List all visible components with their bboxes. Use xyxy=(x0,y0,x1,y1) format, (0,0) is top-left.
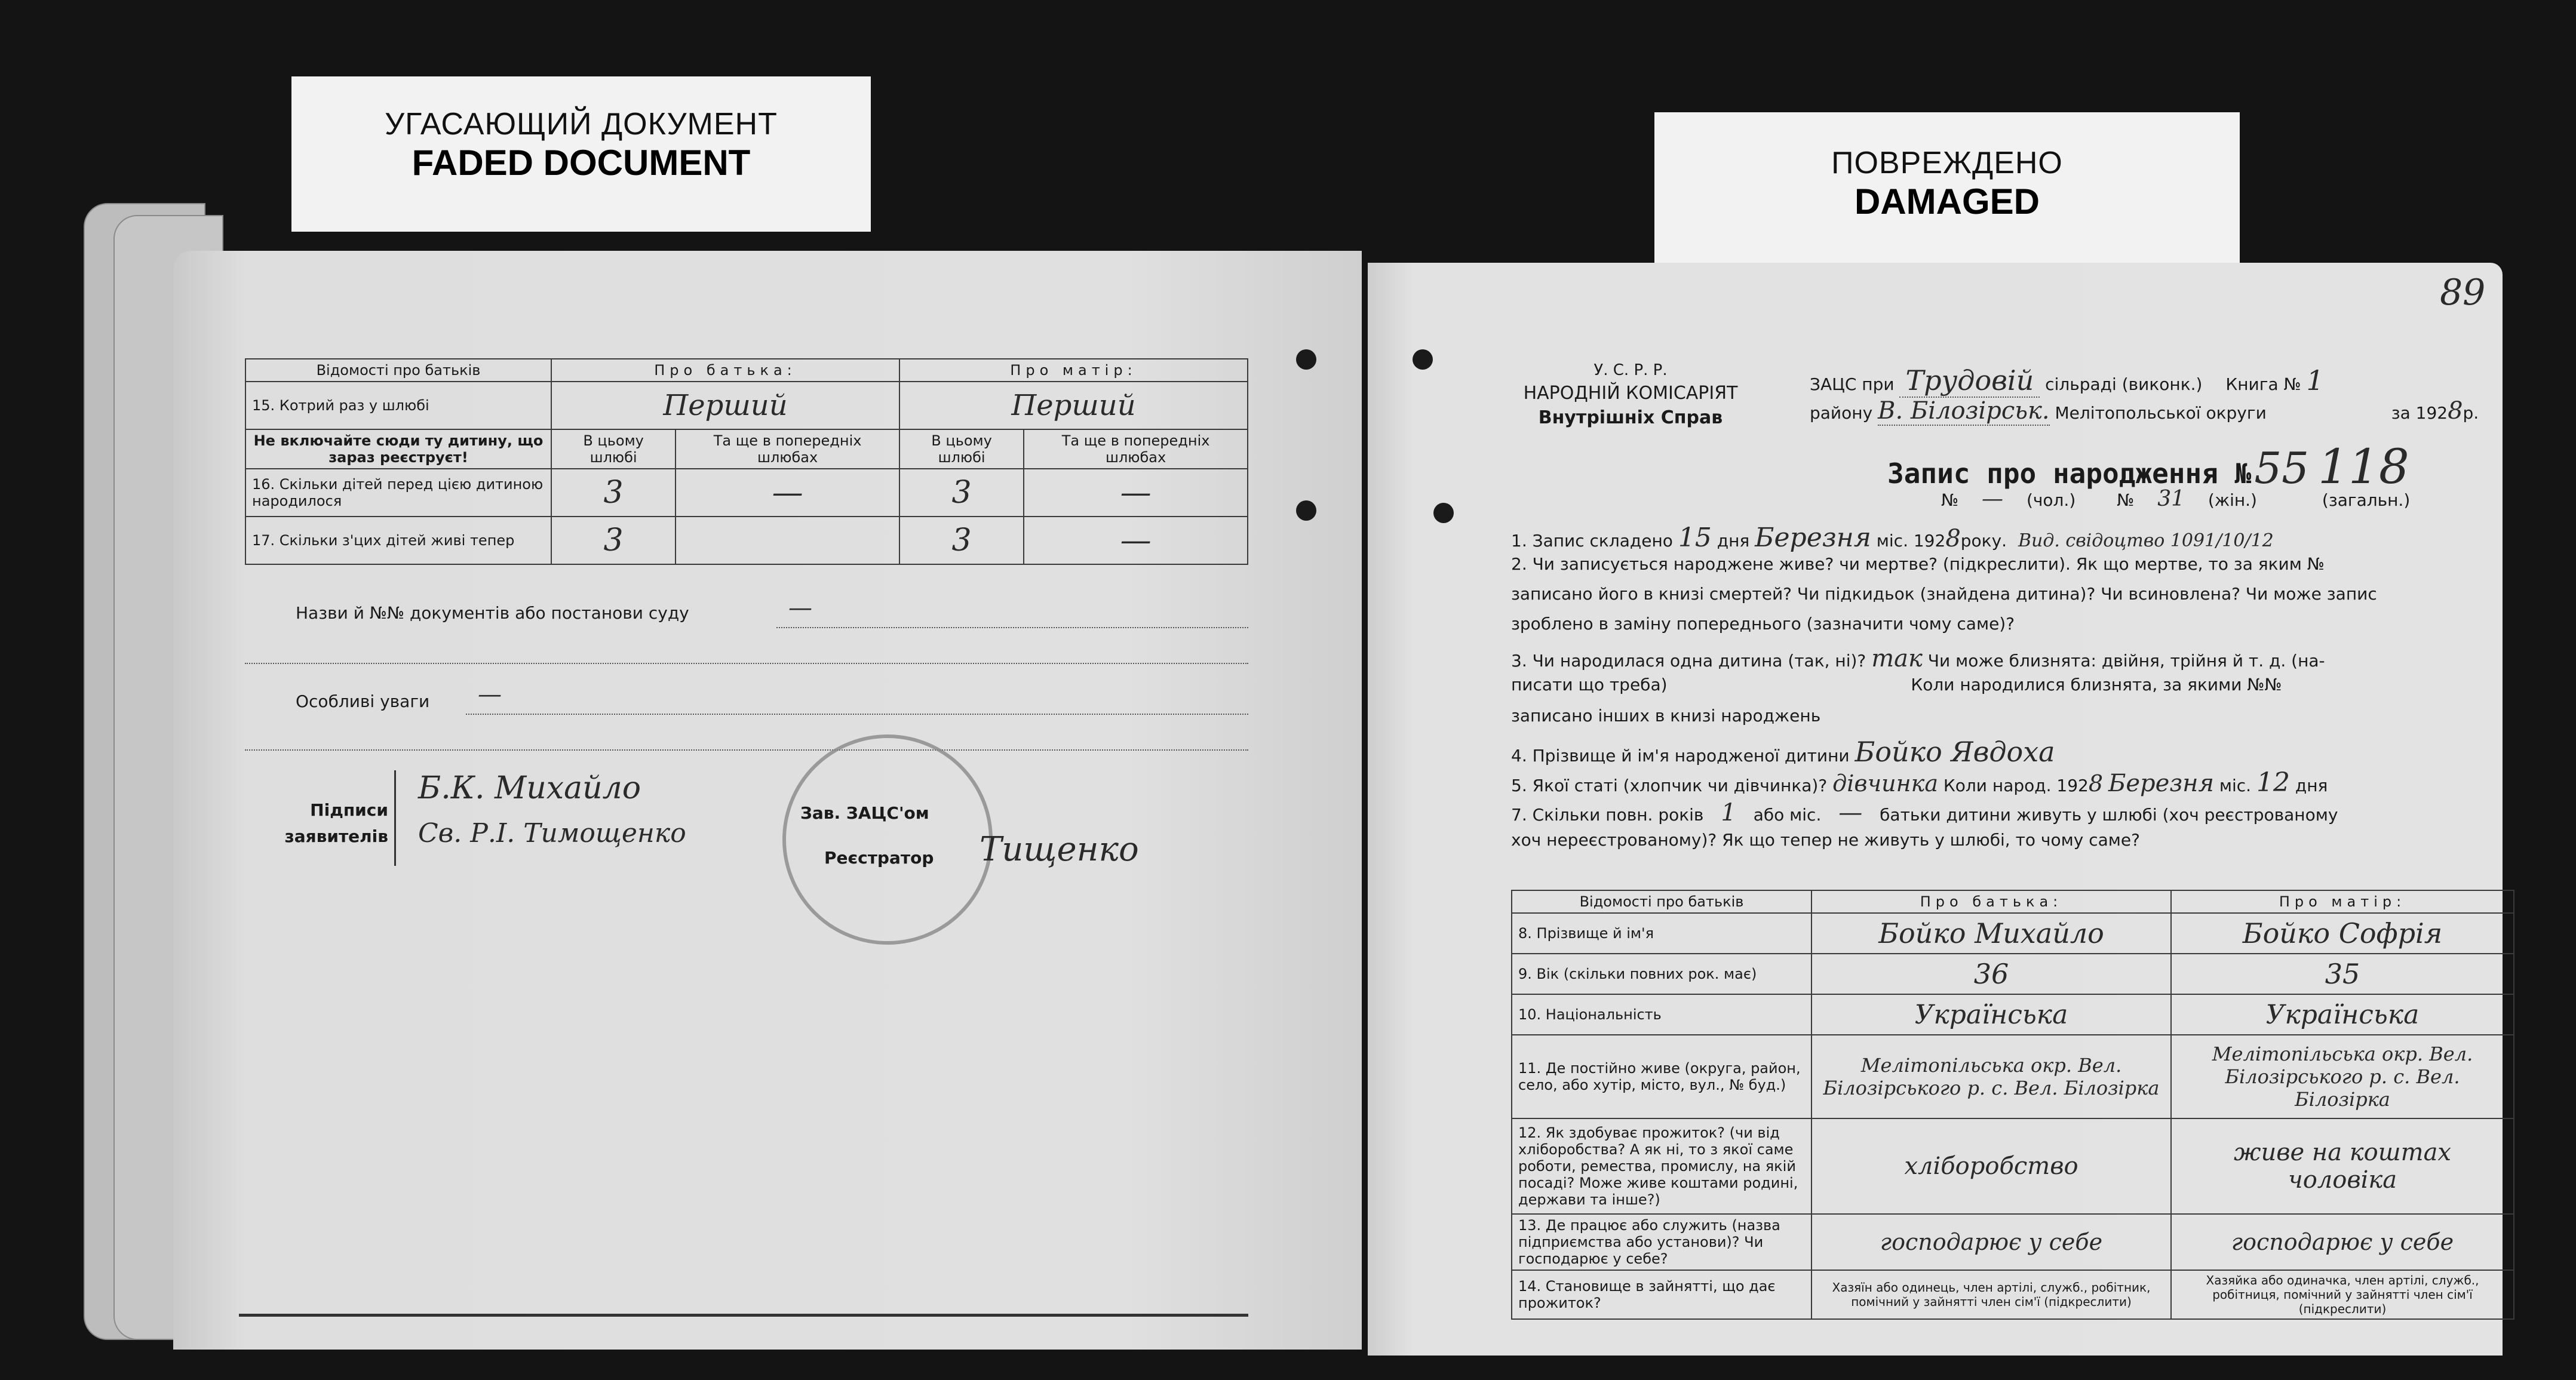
left-table-header-father: Про батька: xyxy=(551,359,899,382)
q1-post: міс. 192 xyxy=(1876,531,1946,551)
left-table-header-mother: Про матір: xyxy=(899,359,1248,382)
right-table-header-info: Відомості про батьків xyxy=(1512,890,1812,913)
village-name: Трудовій xyxy=(1899,364,2040,398)
left-parents-table xyxy=(245,358,1248,565)
internal-affairs-label: Внутрішніх Справ xyxy=(1538,407,1723,428)
row17-mother-prev: — xyxy=(1024,517,1248,564)
record-title: Запис про народження № xyxy=(1887,457,2252,490)
signature-1: Б.К. Михайло xyxy=(418,770,641,806)
row12-father: хліборобство xyxy=(1812,1118,2171,1214)
right-parents-table xyxy=(1511,890,2514,1320)
q5-dnya: дня xyxy=(2295,776,2328,795)
row14-father: Хазяїн або одинець, член артілі, служб., робітник, помічний у зайнятті член сім'ї (підкреслити) xyxy=(1812,1270,2171,1319)
page-number: 89 xyxy=(2440,272,2486,314)
row11-label: 11. Де постійно живе (округа, район, село, або хутір, місто, вул., № буд.) xyxy=(1512,1035,1812,1118)
signature-bracket xyxy=(394,770,408,866)
q1-month: Березня xyxy=(1755,523,1871,553)
row10-mother: Українська xyxy=(2171,994,2514,1035)
docs-value: — xyxy=(788,594,812,622)
binding-hole xyxy=(1296,500,1316,521)
damaged-label-ru: ПОВРЕЖДЕНО xyxy=(1831,146,2063,180)
district-pre: району xyxy=(1810,403,1873,423)
right-table-header-father: Про батька: xyxy=(1812,890,2171,913)
q3d: Коли народилися близнята, за якими №№ xyxy=(1911,675,2282,694)
row15-mother: Перший xyxy=(899,382,1248,429)
q7d-line: хоч нереєстрованому)? Як що тепер не живуть у шлюбі, то чому саме? xyxy=(1511,830,2140,850)
notes-label: Особливі уваги xyxy=(296,691,430,711)
registrar-signature: Тищенко xyxy=(980,830,1139,869)
q1-day: 15 xyxy=(1678,523,1712,553)
row15-note: Не включайте сюди ту дитину, що зараз реєструєт! xyxy=(245,429,551,469)
q1-year: 8 xyxy=(1945,525,1961,552)
row16-mother-prev: — xyxy=(1024,469,1248,517)
registrar-label: Реєстратор xyxy=(824,848,934,868)
row17-mother-this: 3 xyxy=(899,517,1024,564)
row16-mother-this: 3 xyxy=(899,469,1024,517)
q2b-line: записано його в книзі смертей? Чи підкидьок (знайдена дитина)? Чи всиновлена? Чи може запис xyxy=(1511,584,2377,604)
count-line: № — (чол.) № 31 (жін.) (загальн.) xyxy=(1941,487,2411,511)
q3-answer: так xyxy=(1871,645,1923,672)
row14-label: 14. Становище в зайнятті, що дає прожиток? xyxy=(1512,1270,1812,1319)
q5-answer: дівчинка xyxy=(1832,770,1938,797)
damaged-label-en: DAMAGED xyxy=(1855,182,2040,222)
q7-months: — xyxy=(1838,799,1863,826)
year-value: 8 xyxy=(2448,397,2463,425)
notes-line xyxy=(466,714,1248,715)
commissariat-label: НАРОДНІЙ КОМІСАРІЯТ xyxy=(1523,383,1738,404)
faded-label-en: FADED DOCUMENT xyxy=(412,143,751,183)
book-label: Книга № xyxy=(2225,374,2301,394)
q1-pre: 1. Запис складено xyxy=(1511,531,1673,551)
notes-line-2 xyxy=(245,749,1248,751)
usrr-label: У. С. Р. Р. xyxy=(1594,361,1668,379)
faded-document-label xyxy=(291,76,871,232)
sub-mother-prev: Та ще в попередніх шлюбах xyxy=(1024,429,1248,469)
row17-father-this: 3 xyxy=(551,517,676,564)
row12-mother: живе на коштах чоловіка xyxy=(2171,1118,2514,1214)
row16-label: 16. Скільки дітей перед цією дитиною народилося xyxy=(245,469,551,517)
record-number: 55 xyxy=(2254,443,2309,493)
sub-mother-this: В цьому шлюбі xyxy=(899,429,1024,469)
year-post: р. xyxy=(2463,403,2479,423)
official-stamp xyxy=(782,734,993,945)
q1-post2: року. xyxy=(1960,531,2007,551)
q5-mis: міс. xyxy=(2219,776,2252,795)
zagaln-label: (загальн.) xyxy=(2322,490,2411,510)
q4: 4. Прізвище й ім'я народженої дитини xyxy=(1511,746,1850,766)
book-number: 1 xyxy=(2306,364,2324,397)
q5-month: Березня xyxy=(2108,770,2214,797)
docs-label: Назви й №№ документів або постанови суду xyxy=(296,603,689,623)
left-table-header-info: Відомості про батьків xyxy=(245,359,551,382)
row14-mother: Хазяйка або одиначка, член артілі, служб., робітниця, помічний у зайнятті член сім'ї (підкреслити) xyxy=(2171,1270,2514,1319)
row13-mother: господарює у себе xyxy=(2171,1214,2514,1270)
margin-note: Вид. свідоцтво 1091/10/12 xyxy=(2018,530,2274,551)
zags-line xyxy=(1810,364,2324,397)
chol-number: — xyxy=(1982,487,2004,511)
binding-hole xyxy=(1433,503,1454,523)
binding-hole xyxy=(1413,349,1433,370)
q3a-line xyxy=(1511,645,2325,672)
q7b: або міс. xyxy=(1753,805,1822,825)
row13-father: господарює у себе xyxy=(1812,1214,2171,1270)
year-label: за 192 xyxy=(2391,403,2448,423)
sub-father-prev: Та ще в попередніх шлюбах xyxy=(676,429,899,469)
left-bottom-rule xyxy=(239,1314,1248,1317)
zhin-label: (жін.) xyxy=(2207,490,2257,510)
q5b: Коли народ. 192 xyxy=(1943,776,2089,795)
q5: 5. Якої статі (хлопчик чи дівчинка)? xyxy=(1511,776,1828,795)
q3a: 3. Чи народилася одна дитина (так, ні)? xyxy=(1511,651,1866,671)
binding-hole xyxy=(1296,349,1316,370)
row9-mother: 35 xyxy=(2171,954,2514,994)
q7c: батьки дитини живуть у шлюбі (хоч реєстрованому xyxy=(1880,805,2338,825)
row13-label: 13. Де працює або служить (назва підприємства або установи)? Чи господарює у себе? xyxy=(1512,1214,1812,1270)
zhin-number: 31 xyxy=(2157,487,2185,511)
q5-year: 8 xyxy=(2088,770,2104,797)
row15-label: 15. Котрий раз у шлюбі xyxy=(245,382,551,429)
total-number: 118 xyxy=(2318,439,2409,494)
docs-line xyxy=(776,627,1248,628)
head-label: Зав. ЗАЦС'ом xyxy=(800,803,929,823)
q7a: 7. Скільки повн. років xyxy=(1511,805,1704,825)
q7a-line xyxy=(1511,799,2338,826)
row15-father: Перший xyxy=(551,382,899,429)
row8-mother: Бойко Софрія xyxy=(2171,913,2514,954)
district-post: Мелітопольської округи xyxy=(2055,403,2267,423)
zags-pre: ЗАЦС при xyxy=(1810,374,1895,394)
faded-label-ru: УГАСАЮЩИЙ ДОКУМЕНТ xyxy=(385,107,778,142)
q4-line xyxy=(1511,736,2055,768)
q2a-line: 2. Чи записується народжене живе? чи мертве? (підкреслити). Як що мертве, то за яким № xyxy=(1511,554,2325,574)
zags-post: сільраді (виконк.) xyxy=(2045,374,2203,394)
chol-label: (чол.) xyxy=(2026,490,2076,510)
signatures-label: Підписи заявителів xyxy=(284,800,388,846)
district-name: В. Білозірськ. xyxy=(1878,397,2050,425)
row9-father: 36 xyxy=(1812,954,2171,994)
row16-father-prev: — xyxy=(676,469,899,517)
sub-father-this: В цьому шлюбі xyxy=(551,429,676,469)
row12-label: 12. Як здобуває прожиток? (чи від хліборобства? А як ні, то з якої саме роботи, ремества, промислу, на якій посаді? Може живе коштами родині, держави та інше?) xyxy=(1512,1118,1812,1214)
q5-day: 12 xyxy=(2256,767,2290,798)
row16-father-this: 3 xyxy=(551,469,676,517)
row9-label: 9. Вік (скільки повних рок. має) xyxy=(1512,954,1812,994)
notes-value: — xyxy=(478,681,502,708)
q3c-line xyxy=(1511,675,2282,694)
q3c: писати що треба) xyxy=(1511,675,1668,694)
row11-father: Мелітопільська окр. Вел. Білозірського р. с. Вел. Білозірка xyxy=(1812,1035,2171,1118)
row10-label: 10. Національність xyxy=(1512,994,1812,1035)
q1-line xyxy=(1511,523,2274,553)
q1-mid: дня xyxy=(1717,531,1750,551)
row17-father-prev xyxy=(676,517,899,564)
damaged-document-label xyxy=(1654,112,2240,268)
right-table-header-mother: Про матір: xyxy=(2171,890,2514,913)
row8-label: 8. Прізвище й ім'я xyxy=(1512,913,1812,954)
docs-line-2 xyxy=(245,663,1248,664)
row17-label: 17. Скільки з'цих дітей живі тепер xyxy=(245,517,551,564)
q3b: Чи може близнята: двійня, трійня й т. д. (на- xyxy=(1927,651,2325,671)
q2c-line: зроблено в заміну попереднього (зазначити чому саме)? xyxy=(1511,614,2015,634)
row10-father: Українська xyxy=(1812,994,2171,1035)
row8-father: Бойко Михайло xyxy=(1812,913,2171,954)
issuer-block xyxy=(1499,361,1762,428)
q7-years: 1 xyxy=(1721,799,1736,826)
q4-answer: Бойко Явдоха xyxy=(1855,736,2055,768)
q5-line xyxy=(1511,767,2328,798)
district-line xyxy=(1810,397,2479,425)
row11-mother: Мелітопільська окр. Вел. Білозірського р. с. Вел. Білозірка xyxy=(2171,1035,2514,1118)
signature-2: Св. Р.І. Тимощенко xyxy=(418,818,686,849)
q3e-line: записано інших в книзі народжень xyxy=(1511,706,1821,726)
